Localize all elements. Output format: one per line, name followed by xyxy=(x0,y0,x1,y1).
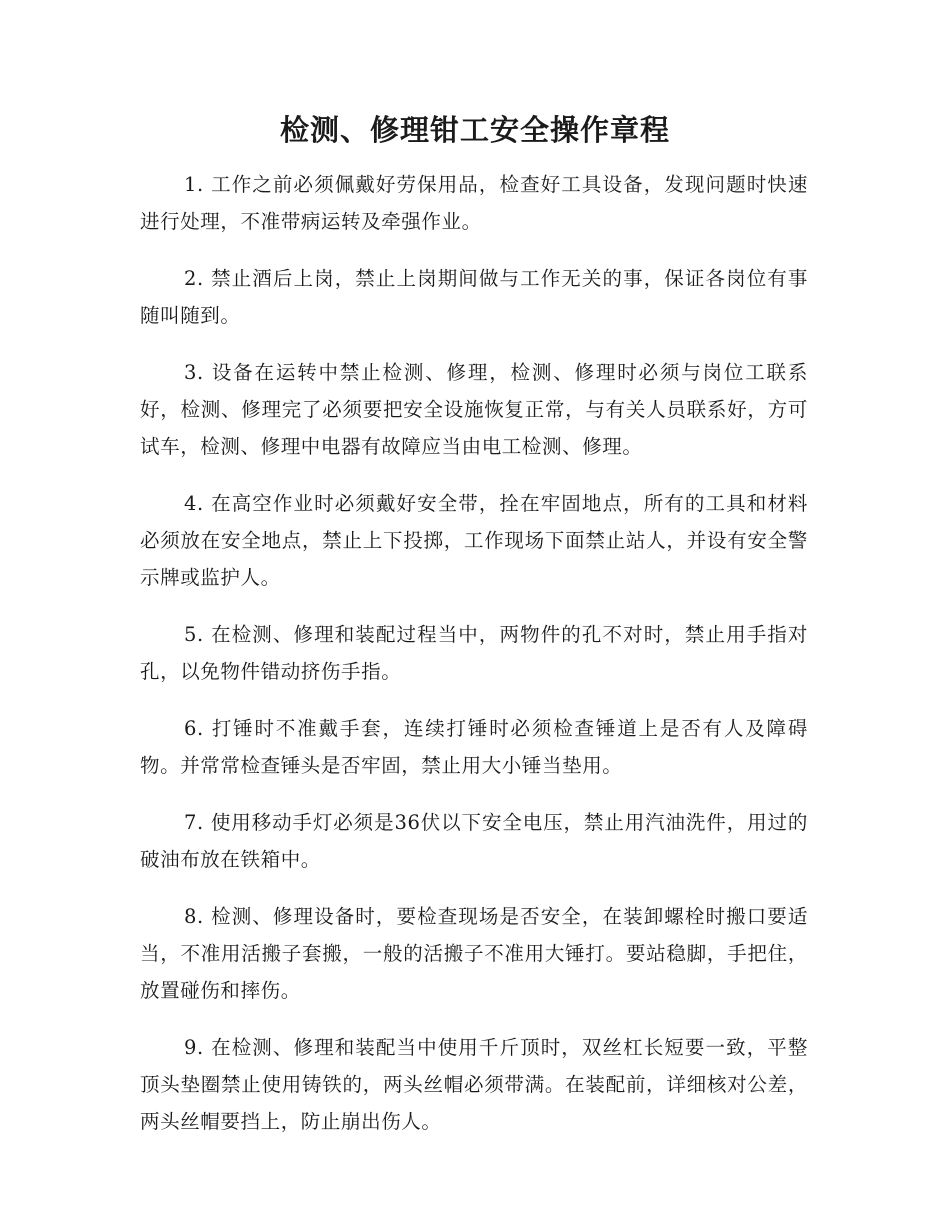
rule-paragraph-1: 1. 工作之前必须佩戴好劳保用品，检查好工具设备，发现问题时快速进行处理，不准带病运转及牵强作业。 xyxy=(140,173,808,233)
document-body xyxy=(140,166,808,1160)
rule-paragraph-5: 5. 在检测、修理和装配过程当中，两物件的孔不对时，禁止用手指对孔，以免物件错动挤伤手指。 xyxy=(140,623,808,683)
rule-paragraph-6: 6. 打锤时不准戴手套，连续打锤时必须检查锤道上是否有人及障碍物。并常常检查锤头是否牢固，禁止用大小锤当垫用。 xyxy=(140,717,808,777)
rule-paragraph-3: 3. 设备在运转中禁止检测、修理，检测、修理时必须与岗位工联系好，检测、修理完了必须要把安全设施恢复正常，与有关人员联系好，方可试车，检测、修理中电器有故障应当由电工检测、修理。 xyxy=(140,361,808,458)
rule-paragraph-9: 9. 在检测、修理和装配当中使用千斤顶时，双丝杠长短要一致，平整顶头垫圈禁止使用铸铁的，两头丝帽必须带满。在装配前，详细核对公差，两头丝帽要挡上，防止崩出伤人。 xyxy=(140,1036,808,1133)
rule-paragraph-2: 2. 禁止酒后上岗，禁止上岗期间做与工作无关的事，保证各岗位有事随叫随到。 xyxy=(140,267,808,327)
rule-paragraph-8: 8. 检测、修理设备时，要检查现场是否安全，在装卸螺栓时搬口要适当，不准用活搬子套搬，一般的活搬子不准用大锤打。要站稳脚，手把住，放置碰伤和摔伤。 xyxy=(140,905,808,1002)
rule-paragraph-7: 7. 使用移动手灯必须是36伏以下安全电压，禁止用汽油洗件，用过的破油布放在铁箱中。 xyxy=(140,811,808,871)
rule-paragraph-4: 4. 在高空作业时必须戴好安全带，拴在牢固地点，所有的工具和材料必须放在安全地点，禁止上下投掷，工作现场下面禁止站人，并设有安全警示牌或监护人。 xyxy=(140,492,808,589)
document-title: 检测、修理钳工安全操作章程 xyxy=(279,113,670,147)
